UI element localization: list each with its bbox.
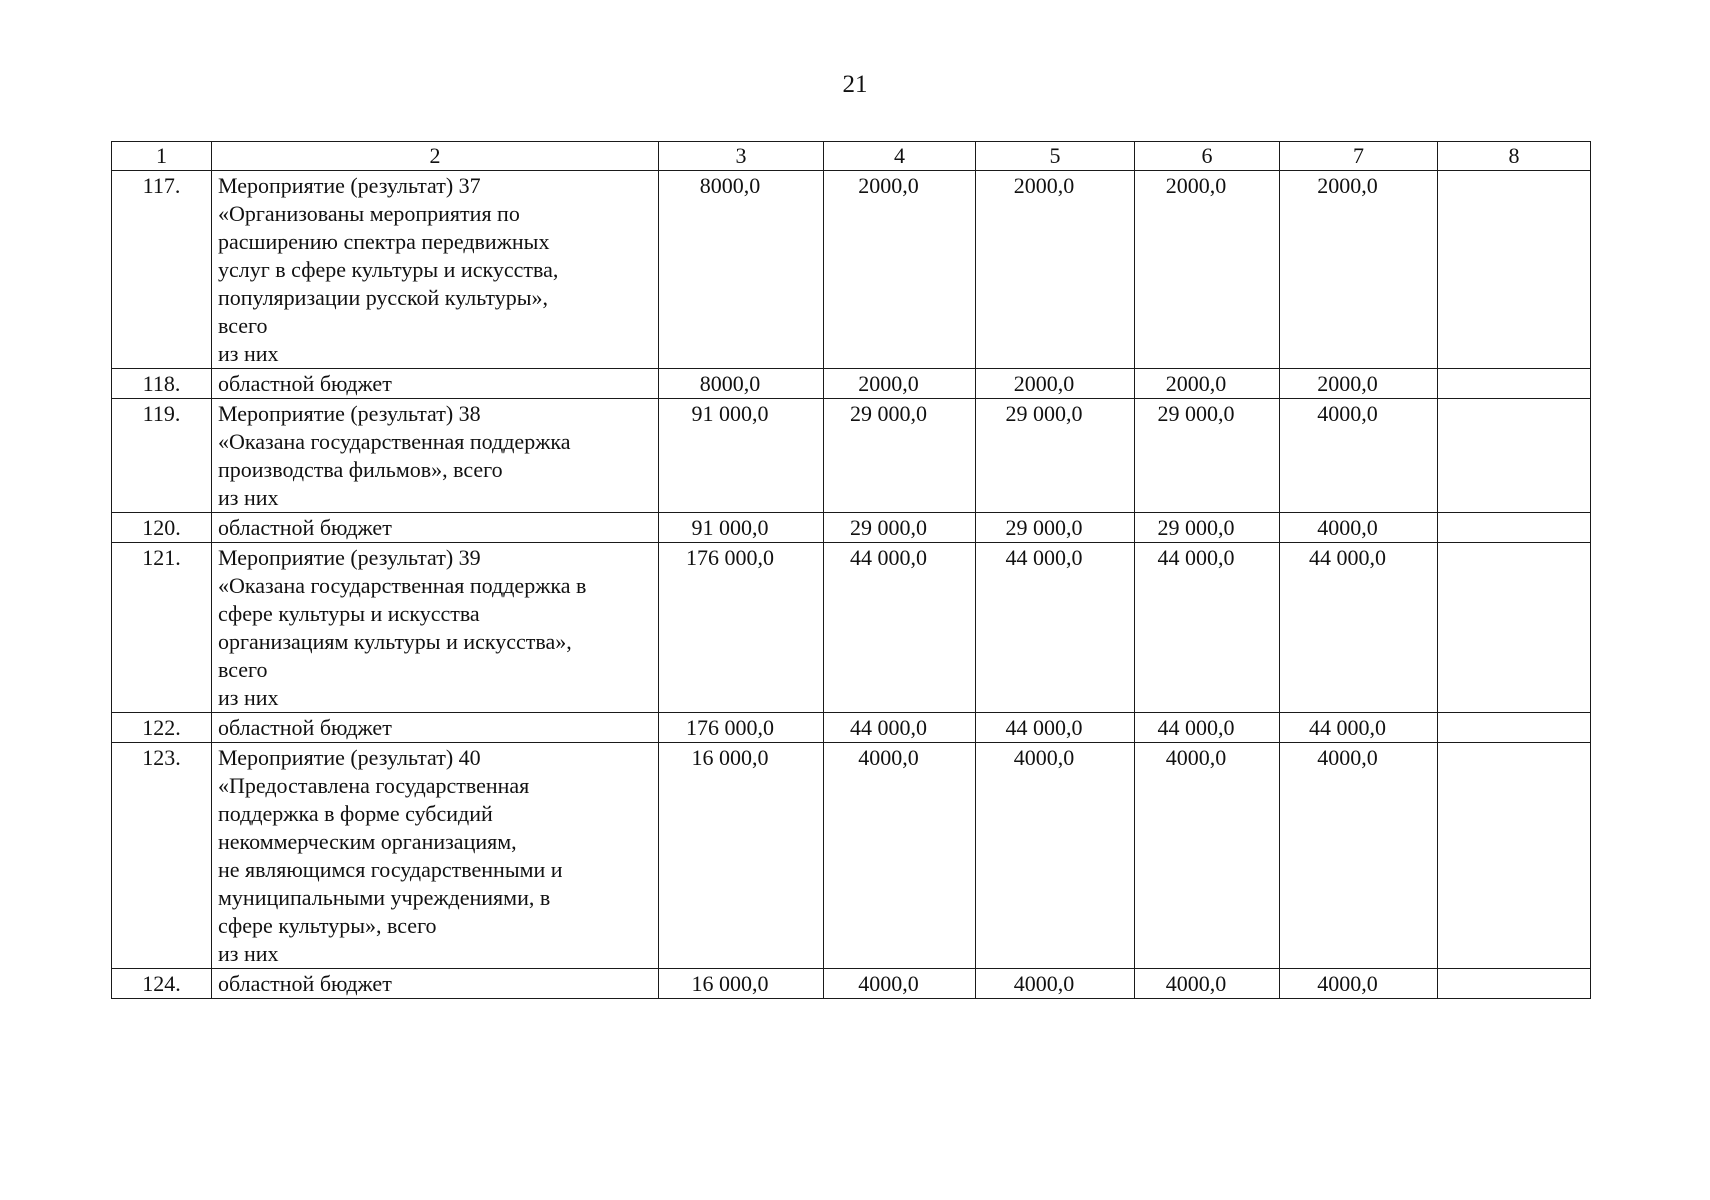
description-line: Мероприятие (результат) 38 <box>218 401 481 426</box>
cell-value: 4000,0 <box>1317 971 1378 996</box>
value-cell-col-4 <box>824 713 976 743</box>
cell-value: 29 000,0 <box>850 515 927 540</box>
cell-value: 44 000,0 <box>1309 545 1386 570</box>
row-description <box>212 543 659 713</box>
table-row <box>112 171 1591 369</box>
row-number: 120. <box>112 513 212 543</box>
description-line: всего <box>218 657 268 682</box>
cell-value: 44 000,0 <box>850 715 927 740</box>
cell-value: 44 000,0 <box>1157 715 1235 740</box>
description-line: всего <box>218 313 268 338</box>
description-line: популяризации русской культуры», <box>218 285 548 310</box>
value-cell-col-3 <box>659 369 824 399</box>
description-line: областной бюджет <box>218 371 392 396</box>
table-row <box>112 513 1591 543</box>
value-cell-col-6 <box>1135 713 1280 743</box>
value-cell-col-6 <box>1135 171 1280 369</box>
cell-value: 2000,0 <box>1165 173 1227 198</box>
value-cell-col-8 <box>1438 969 1591 999</box>
description-line: услуг в сфере культуры и искусства, <box>218 257 559 282</box>
row-description <box>212 743 659 969</box>
description-line: производства фильмов», всего <box>218 457 503 482</box>
column-header: 5 <box>976 142 1135 171</box>
value-cell-col-4 <box>824 369 976 399</box>
description-line: «Оказана государственная поддержка <box>218 429 571 454</box>
value-cell-col-4 <box>824 969 976 999</box>
description-line: расширению спектра передвижных <box>218 229 550 254</box>
cell-value: 4000,0 <box>1013 971 1075 996</box>
description-line: областной бюджет <box>218 971 392 996</box>
value-cell-col-5 <box>976 543 1135 713</box>
row-number: 121. <box>112 543 212 713</box>
cell-value: 29 000,0 <box>1157 515 1235 540</box>
description-line: областной бюджет <box>218 715 392 740</box>
column-header: 8 <box>1438 142 1591 171</box>
cell-value: 29 000,0 <box>1005 401 1083 426</box>
value-cell-col-8 <box>1438 399 1591 513</box>
row-description <box>212 399 659 513</box>
cell-value: 4000,0 <box>1317 515 1378 540</box>
value-cell-col-6 <box>1135 369 1280 399</box>
value-cell-col-7 <box>1280 513 1438 543</box>
description-line: «Предоставлена государственная <box>218 773 530 798</box>
value-cell-col-3 <box>659 399 824 513</box>
cell-value: 4000,0 <box>1317 745 1378 770</box>
value-cell-col-8 <box>1438 743 1591 969</box>
value-cell-col-3 <box>659 543 824 713</box>
column-number-header-row <box>112 142 1591 171</box>
column-header: 7 <box>1280 142 1438 171</box>
description-line: муниципальными учреждениями, в <box>218 885 551 910</box>
value-cell-col-8 <box>1438 171 1591 369</box>
cell-value: 4000,0 <box>1317 401 1378 426</box>
cell-value: 176 000,0 <box>686 545 774 570</box>
column-header: 2 <box>212 142 659 171</box>
column-header: 6 <box>1135 142 1280 171</box>
value-cell-col-3 <box>659 171 824 369</box>
cell-value: 2000,0 <box>858 173 919 198</box>
value-cell-col-5 <box>976 743 1135 969</box>
value-cell-col-4 <box>824 171 976 369</box>
value-cell-col-4 <box>824 513 976 543</box>
value-cell-col-7 <box>1280 543 1438 713</box>
cell-value: 44 000,0 <box>1157 545 1235 570</box>
row-number: 124. <box>112 969 212 999</box>
value-cell-col-6 <box>1135 743 1280 969</box>
table-row <box>112 969 1591 999</box>
cell-value: 44 000,0 <box>1005 715 1083 740</box>
value-cell-col-6 <box>1135 969 1280 999</box>
column-header: 4 <box>824 142 976 171</box>
value-cell-col-7 <box>1280 399 1438 513</box>
row-number: 119. <box>112 399 212 513</box>
description-line: сфере культуры и искусства <box>218 601 480 626</box>
cell-value: 91 000,0 <box>691 401 769 426</box>
cell-value: 2000,0 <box>1165 371 1227 396</box>
value-cell-col-8 <box>1438 513 1591 543</box>
cell-value: 176 000,0 <box>686 715 774 740</box>
cell-value: 8000,0 <box>699 173 761 198</box>
value-cell-col-5 <box>976 713 1135 743</box>
cell-value: 91 000,0 <box>691 515 769 540</box>
value-cell-col-3 <box>659 743 824 969</box>
cell-value: 29 000,0 <box>1157 401 1235 426</box>
value-cell-col-5 <box>976 969 1135 999</box>
cell-value: 44 000,0 <box>1005 545 1083 570</box>
table-row <box>112 713 1591 743</box>
table-body <box>112 142 1591 999</box>
description-line: из них <box>218 941 279 966</box>
cell-value: 16 000,0 <box>691 971 769 996</box>
row-number: 117. <box>112 171 212 369</box>
description-line: из них <box>218 485 279 510</box>
description-line: из них <box>218 341 279 366</box>
row-number: 118. <box>112 369 212 399</box>
column-header: 1 <box>112 142 212 171</box>
row-description <box>212 171 659 369</box>
value-cell-col-5 <box>976 513 1135 543</box>
page-number: 21 <box>842 71 868 98</box>
table-row <box>112 399 1591 513</box>
value-cell-col-5 <box>976 171 1135 369</box>
description-line: из них <box>218 685 279 710</box>
value-cell-col-8 <box>1438 543 1591 713</box>
value-cell-col-4 <box>824 543 976 713</box>
description-line: «Организованы мероприятия по <box>218 201 520 226</box>
value-cell-col-3 <box>659 513 824 543</box>
value-cell-col-5 <box>976 399 1135 513</box>
cell-value: 2000,0 <box>1317 371 1378 396</box>
description-line: Мероприятие (результат) 39 <box>218 545 481 570</box>
cell-value: 4000,0 <box>1165 971 1227 996</box>
row-description <box>212 369 659 399</box>
description-line: областной бюджет <box>218 515 392 540</box>
cell-value: 44 000,0 <box>850 545 927 570</box>
cell-value: 4000,0 <box>1165 745 1227 770</box>
value-cell-col-7 <box>1280 713 1438 743</box>
table-row <box>112 369 1591 399</box>
description-line: поддержка в форме субсидий <box>218 801 493 826</box>
description-line: Мероприятие (результат) 40 <box>218 745 481 770</box>
table-row <box>112 543 1591 713</box>
cell-value: 4000,0 <box>1013 745 1075 770</box>
value-cell-col-7 <box>1280 171 1438 369</box>
cell-value: 4000,0 <box>858 745 919 770</box>
table-row <box>112 743 1591 969</box>
row-description <box>212 513 659 543</box>
budget-table <box>111 141 1591 999</box>
row-description <box>212 713 659 743</box>
row-number: 122. <box>112 713 212 743</box>
value-cell-col-8 <box>1438 713 1591 743</box>
value-cell-col-3 <box>659 713 824 743</box>
value-cell-col-7 <box>1280 969 1438 999</box>
cell-value: 29 000,0 <box>1005 515 1083 540</box>
column-header: 3 <box>659 142 824 171</box>
cell-value: 2000,0 <box>1013 371 1075 396</box>
description-line: некоммерческим организациям, <box>218 829 517 854</box>
row-description <box>212 969 659 999</box>
description-line: Мероприятие (результат) 37 <box>218 173 481 198</box>
value-cell-col-4 <box>824 399 976 513</box>
cell-value: 16 000,0 <box>691 745 769 770</box>
cell-value: 44 000,0 <box>1309 715 1386 740</box>
cell-value: 2000,0 <box>1317 173 1378 198</box>
value-cell-col-5 <box>976 369 1135 399</box>
value-cell-col-7 <box>1280 369 1438 399</box>
cell-value: 2000,0 <box>858 371 919 396</box>
value-cell-col-8 <box>1438 369 1591 399</box>
cell-value: 29 000,0 <box>850 401 927 426</box>
value-cell-col-6 <box>1135 513 1280 543</box>
description-line: сфере культуры», всего <box>218 913 437 938</box>
cell-value: 2000,0 <box>1013 173 1075 198</box>
value-cell-col-6 <box>1135 543 1280 713</box>
value-cell-col-7 <box>1280 743 1438 969</box>
row-number: 123. <box>112 743 212 969</box>
description-line: не являющимся государственными и <box>218 857 563 882</box>
cell-value: 8000,0 <box>699 371 761 396</box>
description-line: «Оказана государственная поддержка в <box>218 573 587 598</box>
value-cell-col-4 <box>824 743 976 969</box>
cell-value: 4000,0 <box>858 971 919 996</box>
description-line: организациям культуры и искусства», <box>218 629 572 654</box>
value-cell-col-6 <box>1135 399 1280 513</box>
value-cell-col-3 <box>659 969 824 999</box>
